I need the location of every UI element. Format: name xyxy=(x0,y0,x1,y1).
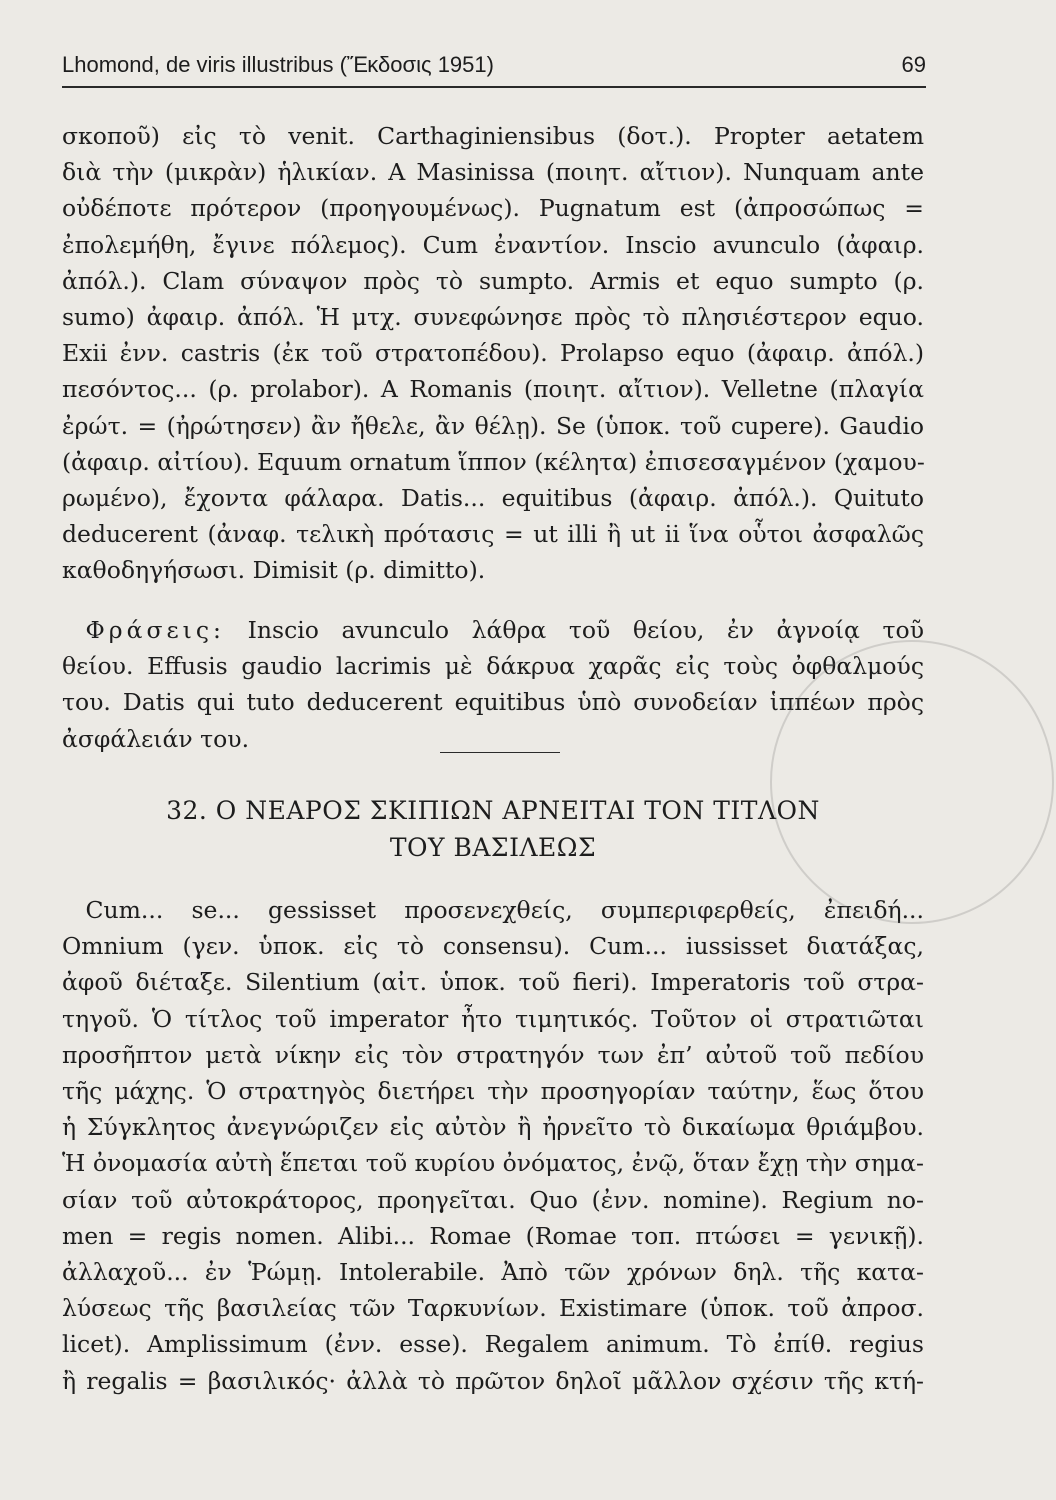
text-line: ρωμένο), ἔχοντα φάλαρα. Datis... equitibus (ἀφαιρ. ἀπόλ.). Quituto xyxy=(62,484,924,513)
text-line: τῆς μάχης. Ὁ στρατηγὸς διετήρει τὴν προσηγορίαν ταύτην, ἕως ὅτου xyxy=(62,1077,924,1106)
text-line: σκοποῦ) εἰς τὸ venit. Carthaginiensibus (δοτ.). Propter aetatem xyxy=(62,122,924,150)
text-line: sumo) ἀφαιρ. ἀπόλ. Ἡ μτχ. συνεφώνησε πρὸς τὸ πλησιέστερον equo. xyxy=(62,303,924,332)
phrases-label: Φράσεις: xyxy=(85,616,225,644)
section-divider xyxy=(440,752,560,753)
text-line xyxy=(62,612,924,648)
running-title: Lhomond, de viris illustribus (Ἔκδοσις 1951) xyxy=(62,52,494,77)
text-line: Ἡ ὀνομασία αὐτὴ ἕπεται τοῦ κυρίου ὀνόματος, ἐνῷ, ὅταν ἔχῃ τὴν σημα- xyxy=(62,1149,924,1178)
text-line: ἀσφάλειάν του. xyxy=(62,724,250,753)
text-line: προσῆπτον μετὰ νίκην εἰς τὸν στρατηγόν των ἐπ’ αὐτοῦ τοῦ πεδίου xyxy=(62,1040,924,1069)
text-line: σίαν τοῦ αὐτοκράτορος, προηγεῖται. Quo (ἐνν. nomine). Regium no- xyxy=(62,1185,924,1214)
commentary-paragraph-2 xyxy=(62,892,924,1399)
text-line: τηγοῦ. Ὁ τίτλος τοῦ imperator ἦτο τιμητικός. Τοῦτον οἱ στρατιῶται xyxy=(62,1004,924,1033)
text-line: Exii ἐνν. castris (ἐκ τοῦ στρατοπέδου). Prolapso equo (ἀφαιρ. ἀπόλ.) xyxy=(62,339,924,368)
phrases-text: Inscio avunculo λάθρα τοῦ θείου, ἐν ἀγνοίᾳ τοῦ xyxy=(247,616,924,644)
text-line: οὐδέποτε πρότερον (προηγουμένως). Pugnatum est (ἀπροσώπως = xyxy=(62,194,924,223)
text-line: Omnium (γεν. ὑποκ. εἰς τὸ consensu). Cum... iussisset διατάξας, xyxy=(62,932,924,961)
commentary-paragraph-1 xyxy=(62,118,924,589)
section-title-line-1: 32. Ο ΝΕΑΡΟΣ ΣΚΙΠΙΩΝ ΑΡΝΕΙΤΑΙ ΤΟΝ ΤΙΤΛΟΝ xyxy=(166,796,820,825)
text-line: ἐρώτ. = (ἠρώτησεν) ἂν ἤθελε, ἂν θέλῃ). Se (ὑποκ. τοῦ cupere). Gaudio xyxy=(62,411,924,440)
text-line: πεσόντος... (ρ. prolabor). A Romanis (ποιητ. αἴτιον). Velletne (πλαγία xyxy=(62,375,924,404)
text-line xyxy=(62,892,924,928)
text-line: διὰ τὴν (μικρὰν) ἡλικίαν. A Masinissa (ποιητ. αἴτιον). Nunquam ante xyxy=(62,158,924,187)
text-line: του. Datis qui tuto deducerent equitibus ὑπὸ συνοδείαν ἱππέων πρὸς xyxy=(62,688,924,717)
text-line: ἀφοῦ διέταξε. Silentium (αἰτ. ὑποκ. τοῦ fieri). Imperatoris τοῦ στρα- xyxy=(62,968,924,997)
library-stamp xyxy=(770,640,1054,924)
text-line: ἡ Σύγκλητος ἀνεγνώριζεν εἰς αὐτὸν ἢ ἠρνεῖτο τὸ δικαίωμα θριάμβου. xyxy=(62,1113,924,1142)
text-line: men = regis nomen. Alibi... Romae (Romae τοπ. πτώσει = γενικῇ). xyxy=(62,1221,924,1250)
page-number: 69 xyxy=(901,52,926,77)
text-line: deducerent (ἀναφ. τελικὴ πρότασις = ut illi ἢ ut ii ἵνα οὗτοι ἀσφαλῶς xyxy=(62,520,924,549)
text-line: ἢ regalis = βασιλικός· ἀλλὰ τὸ πρῶτον δηλοῖ μᾶλλον σχέσιν τῆς κτή- xyxy=(62,1366,924,1395)
text-line: θείου. Effusis gaudio lacrimis μὲ δάκρυα χαρᾶς εἰς τοὺς ὀφθαλμούς xyxy=(62,652,924,681)
text-line: ἀλλαχοῦ... ἐν Ῥώμῃ. Intolerabile. Ἀπὸ τῶν χρόνων δηλ. τῆς κατα- xyxy=(62,1258,924,1287)
text-line: (ἀφαιρ. αἰτίου). Equum ornatum ἵππον (κέλητα) ἐπισεσαγμένον (χαμου- xyxy=(62,447,925,476)
text-line: καθοδηγήσωσι. Dimisit (ρ. dimitto). xyxy=(62,556,486,585)
section-title-line-2: ΤΟΥ ΒΑΣΙΛΕΩΣ xyxy=(389,833,597,862)
text-line: ἀπόλ.). Clam σύναψον πρὸς τὸ sumpto. Armis et equo sumpto (ρ. xyxy=(62,266,924,295)
text-line-content: Cum... se... gessisset προσενεχθείς, συμπεριφερθείς, ἐπειδή... xyxy=(85,896,924,924)
text-line: ἐπολεμήθη, ἔγινε πόλεμος). Cum ἐναντίον. Inscio avunculo (ἀφαιρ. xyxy=(62,230,924,259)
text-line: licet). Amplissimum (ἐνν. esse). Regalem animum. Τὸ ἐπίθ. regius xyxy=(62,1330,924,1359)
running-header xyxy=(62,50,926,88)
text-line: λύσεως τῆς βασιλείας τῶν Ταρκυνίων. Existimare (ὑποκ. τοῦ ἀπροσ. xyxy=(62,1294,924,1323)
